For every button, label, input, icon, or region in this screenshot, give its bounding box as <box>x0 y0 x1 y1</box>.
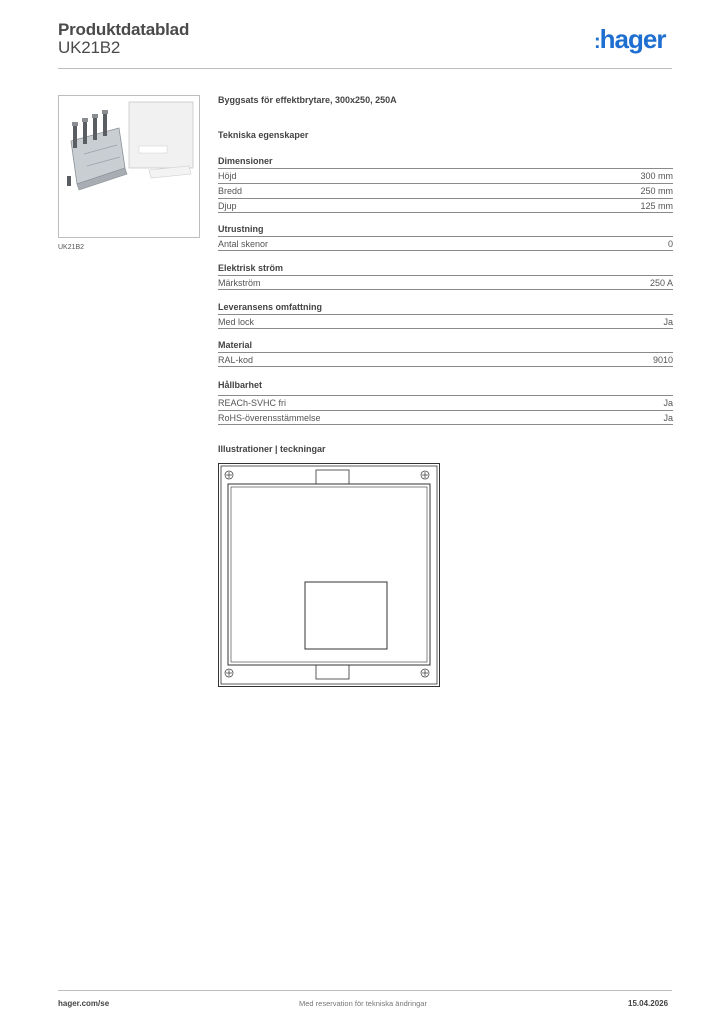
photo-caption: UK21B2 <box>58 244 85 251</box>
product-photo-illustration <box>59 96 199 237</box>
footer-date: 15.04.2026 <box>628 999 669 1008</box>
spec-row <box>218 183 673 198</box>
spec-label: Bredd <box>218 186 243 196</box>
spec-value: 300 mm <box>640 171 673 181</box>
spec-row <box>218 352 673 367</box>
spec-row <box>218 198 673 213</box>
spec-row <box>218 236 673 251</box>
sustainability-heading: Hållbarhet <box>218 380 263 390</box>
spec-row <box>218 395 673 410</box>
footer-divider <box>58 990 672 991</box>
spec-label: Märkström <box>218 278 261 288</box>
spec-row <box>218 410 673 425</box>
spec-value: Ja <box>663 398 673 408</box>
header-divider <box>58 68 672 69</box>
hager-logo: :hager <box>594 24 666 54</box>
dimensions-heading: Dimensioner <box>218 156 273 166</box>
spec-row <box>218 275 673 290</box>
spec-value: Ja <box>663 317 673 327</box>
spec-label: RAL-kod <box>218 355 254 365</box>
technical-drawing-svg <box>218 463 440 687</box>
delivery-heading: Leveransens omfattning <box>218 302 323 312</box>
logo-text: hager <box>599 24 666 54</box>
product-description: Byggsats för effektbrytare, 300x250, 250A <box>218 95 397 105</box>
spec-value: Ja <box>663 413 673 423</box>
spec-label: Höjd <box>218 171 237 181</box>
equipment-heading: Utrustning <box>218 224 264 234</box>
spec-label: Djup <box>218 201 237 211</box>
product-photo <box>58 95 200 238</box>
spec-value: 0 <box>667 239 673 249</box>
material-heading: Material <box>218 340 253 350</box>
spec-row <box>218 168 673 183</box>
tech-heading: Tekniska egenskaper <box>218 130 309 140</box>
spec-value: 9010 <box>652 355 673 365</box>
electrical-heading: Elektrisk ström <box>218 263 284 273</box>
spec-label: RoHS-överensstämmelse <box>218 413 321 423</box>
spec-label: Antal skenor <box>218 239 269 249</box>
spec-value: 125 mm <box>640 201 673 211</box>
spec-row <box>218 314 673 329</box>
technical-drawing <box>218 463 440 687</box>
spec-value: 250 mm <box>640 186 673 196</box>
document-title: Produktdatablad <box>58 20 190 39</box>
spec-value: 250 A <box>649 278 673 288</box>
illustrations-heading: Illustrationer | teckningar <box>218 444 326 454</box>
footer-disclaimer: Med reservation för tekniska ändringar <box>299 999 427 1008</box>
spec-label: REACh-SVHC fri <box>218 398 287 408</box>
spec-label: Med lock <box>218 317 255 327</box>
product-code: UK21B2 <box>58 38 121 57</box>
footer-website-link[interactable]: hager.com/se <box>58 999 110 1008</box>
